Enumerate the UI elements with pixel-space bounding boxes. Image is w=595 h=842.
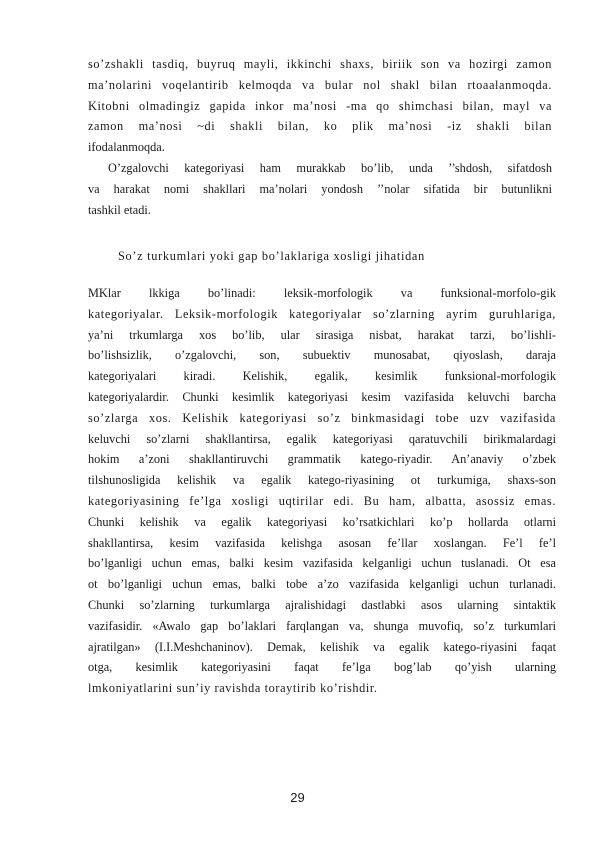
text-line: so’zlarga xos. Kelishik kategoriyasi so’z binkmasidagi tobe uzv vazifasida bbox=[88, 410, 556, 425]
text-line: lmkoniyatlarini sun’iy ravishda toraytirib ko’rishdir. bbox=[88, 681, 378, 696]
text-line: zamon ma’nosi ~di shakli bilan, ko plik ma’nosi -iz shakli bilan bbox=[88, 119, 552, 134]
text-line: MKlar lkkiga bo’linadi: leksik-morfologik va funksional-morfolo-gik bbox=[88, 286, 556, 300]
paragraph-top bbox=[88, 54, 552, 220]
section-heading: So’z turkumlari yoki gap bo’laklariga xosligi jihatidan bbox=[118, 249, 425, 263]
text-line: kategoriyalar. Leksik-morfologik kategoriyalar so’zlarning ayrim guruhlariga, bbox=[88, 306, 556, 321]
text-line: otga, kesimlik kategoriyasini faqat fe’lga bog’lab qo’yish ularning bbox=[88, 660, 556, 675]
text-line: bo’lishsizlik, o’zgalovchi, son, subuektiv munosabat, qiyoslash, daraja bbox=[88, 348, 556, 363]
text-line: Chunki so’zlarning turkumlarga ajralishidagi dastlabki asos ularning sintaktik bbox=[88, 597, 556, 612]
text-line: kategoriyalardir. Chunki kesimlik kategoriyasi kesim vazifasida keluvchi barcha bbox=[88, 389, 556, 404]
text-line: ma’nolarini voqelantirib kelmoqda va bular nol shakl bilan rtoaalanmoqda. bbox=[88, 77, 552, 92]
text-line: keluvchi so’zlarni shakllantirsa, egalik kategoriyasi qaratuvchili birikmalardagi bbox=[88, 431, 556, 446]
text-line: kategoriyalari kiradi. Kelishik, egalik, kesimlik funksional-morfologik bbox=[88, 369, 556, 384]
text-line: shakllantirsa, kesim vazifasida kelishga asosan fe’llar xoslangan. Fe’l fe’l bbox=[88, 535, 556, 550]
text-line: tashkil etadi. bbox=[88, 202, 151, 217]
paragraph-main bbox=[88, 283, 556, 699]
text-line: vazifasidir. «Awalo gap bo’laklari farqlangan va, shunga muvofiq, so’z turkumlari bbox=[88, 618, 556, 633]
text-line: so’zshakli tasdiq, buyruq mayli, ikkinchi shaxs, biriik son va hozirgi zamon bbox=[88, 57, 552, 71]
text-line: O’zgalovchi kategoriyasi ham murakkab bo’lib, unda ’’shdosh, sifatdosh bbox=[108, 160, 552, 175]
text-line: va harakat nomi shakllari ma’nolari yondosh ’’nolar sifatida bir butunlikni bbox=[88, 181, 552, 196]
text-line: ajratilgan» (I.I.Meshchaninov). Demak, kelishik va egalik katego-riyasini faqat bbox=[88, 639, 556, 654]
text-line: ot bo’lganligi uchun emas, balki tobe a’zo vazifasida kelganligi uchun turlanadi. bbox=[88, 577, 556, 592]
text-line: tilshunosligida kelishik va egalik katego-riyasining ot turkumiga, shaxs-son bbox=[88, 473, 556, 488]
text-line: kategoriyasining fe’lga xosligi uqtirilar edi. Bu ham, albatta, asossiz emas. bbox=[88, 493, 556, 508]
text-line: Chunki kelishik va egalik kategoriyasi ko’rsatkichlari ko’p hollarda otlarni bbox=[88, 514, 556, 529]
text-line: bo’lganligi uchun emas, balki kesim vazifasida kelganligi uchun tuslanadi. Ot esa bbox=[88, 556, 556, 571]
text-line: hokim a’zoni shakllantiruvchi grammatik katego-riyadir. An’anaviy o’zbek bbox=[88, 452, 556, 467]
text-line: ifodalanmoqda. bbox=[88, 140, 165, 155]
text-line: Kitobni olmadingiz gapida inkor ma’nosi -ma qo shimchasi bilan, mayl va bbox=[88, 98, 552, 113]
page-number: 29 bbox=[290, 790, 305, 805]
text-line: ya’ni trkumlarga xos bo’lib, ular sirasiga nisbat, harakat tarzi, bo’lishli- bbox=[88, 327, 556, 342]
